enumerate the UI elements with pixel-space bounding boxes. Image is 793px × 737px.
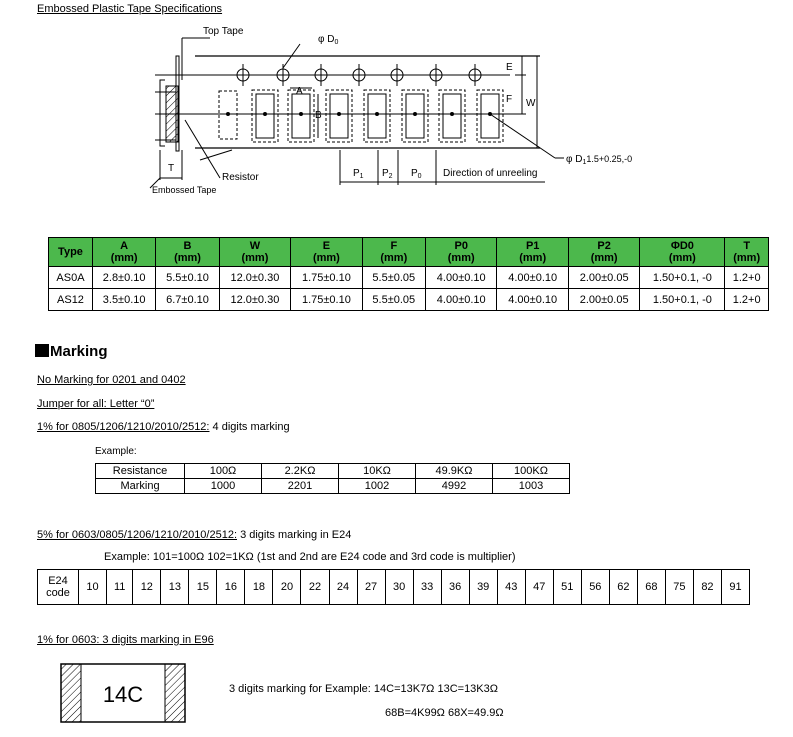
tape-diagram xyxy=(0,0,793,235)
col-p2: P2 (mm) xyxy=(568,238,639,267)
e24-code-cell: 12 xyxy=(133,570,161,605)
five-pct-line: 5% for 0603/0805/1206/1210/2010/2512: 3 digits marking in E24 xyxy=(37,529,352,541)
e24-code-cell: 11 xyxy=(107,570,133,605)
e24-code-cell: 36 xyxy=(441,570,469,605)
spec-row-as0a: AS0A 2.8±0.10 5.5±0.10 12.0±0.30 1.75±0.10 5.5±0.05 4.00±0.10 4.00±0.10 2.00±0.05 1.50+0.1, -0 1.2+0 xyxy=(49,267,769,289)
e96-example-line1: 3 digits marking for Example: 14C=13K7Ω 13C=13K3Ω xyxy=(229,683,498,695)
example-label: Example: xyxy=(95,446,137,457)
heading-square-icon xyxy=(35,344,49,357)
example-row-marking: Marking 1000 2201 1002 4992 1003 xyxy=(96,479,570,494)
label-resistor: Resistor xyxy=(222,172,259,183)
label-top-tape: Top Tape xyxy=(203,26,244,37)
e24-code-cell: 15 xyxy=(189,570,217,605)
col-b: B (mm) xyxy=(156,238,219,267)
e24-code-cell: 39 xyxy=(469,570,497,605)
e24-header: E24 code xyxy=(38,570,79,605)
col-t: T (mm) xyxy=(725,238,769,267)
spec-table xyxy=(48,237,769,311)
marking-heading: Marking xyxy=(35,343,108,360)
col-p0: P0 (mm) xyxy=(425,238,496,267)
e24-code-cell: 47 xyxy=(525,570,553,605)
e24-code-cell: 27 xyxy=(357,570,385,605)
col-type: Type xyxy=(49,238,93,267)
e24-code-cell: 30 xyxy=(385,570,413,605)
label-e: E xyxy=(506,62,513,73)
e24-code-cell: 51 xyxy=(553,570,581,605)
e24-code-cell: 16 xyxy=(217,570,245,605)
spec-row-as12: AS12 3.5±0.10 6.7±0.10 12.0±0.30 1.75±0.10 5.5±0.05 4.00±0.10 4.00±0.10 2.00±0.05 1.50+0.1, -0 1.2+0 xyxy=(49,289,769,311)
label-b: B xyxy=(315,110,322,121)
col-p1: P1 (mm) xyxy=(497,238,568,267)
e24-code-cell: 82 xyxy=(693,570,721,605)
label-a: A xyxy=(296,86,303,97)
e24-code-cell: 33 xyxy=(413,570,441,605)
label-w: W xyxy=(526,98,536,109)
e24-code-cell: 22 xyxy=(301,570,329,605)
e24-code-cell: 24 xyxy=(329,570,357,605)
e24-example: Example: 101=100Ω 102=1KΩ (1st and 2nd are E24 code and 3rd code is multiplier) xyxy=(104,551,516,563)
label-direction: Direction of unreeling xyxy=(443,168,538,179)
e24-code-cell: 56 xyxy=(581,570,609,605)
e24-code-cell: 10 xyxy=(79,570,107,605)
e24-code-cell: 43 xyxy=(497,570,525,605)
side-view xyxy=(155,38,210,151)
label-d0: φ $D_0$ xyxy=(318,34,339,46)
label-d1: φ $D_11.5+0.25,-0$ xyxy=(566,154,633,166)
e24-code-cell: 75 xyxy=(665,570,693,605)
label-p1: $P_1$ xyxy=(353,168,364,180)
label-p2: $P_2$ xyxy=(382,168,393,180)
e24-code-cell: 62 xyxy=(609,570,637,605)
one-pct-0603-line: 1% for 0603: 3 digits marking in E96 xyxy=(37,634,214,646)
e24-row xyxy=(38,570,750,605)
label-t: T xyxy=(168,163,175,174)
example-row-resistance: Resistance 100Ω 2.2KΩ 10KΩ 49.9KΩ 100KΩ xyxy=(96,464,570,479)
col-w: W (mm) xyxy=(219,238,290,267)
pockets xyxy=(219,90,503,142)
label-p0: $P_0$ xyxy=(411,168,422,180)
tape-spec-title: Embossed Plastic Tape Specifications xyxy=(37,3,223,15)
e24-code-cell: 91 xyxy=(721,570,749,605)
e96-example-line2: 68B=4K99Ω 68X=49.9Ω xyxy=(385,707,504,719)
one-pct-line: 1% for 0805/1206/1210/2010/2512: 4 digits marking xyxy=(37,421,290,433)
chip-code-text: 14C xyxy=(102,682,144,707)
label-f: F xyxy=(506,94,513,105)
dimension-lines xyxy=(150,44,564,188)
col-a: A (mm) xyxy=(92,238,155,267)
label-embossed-tape: Embossed Tape xyxy=(152,185,217,195)
no-marking-line: No Marking for 0201 and 0402 xyxy=(37,374,186,386)
e24-code-cell: 13 xyxy=(161,570,189,605)
e24-table xyxy=(37,569,750,605)
spec-header-row xyxy=(49,238,769,267)
col-f: F (mm) xyxy=(362,238,425,267)
e24-code-cell: 20 xyxy=(273,570,301,605)
e24-code-cell: 18 xyxy=(245,570,273,605)
col-d0: ΦD0 (mm) xyxy=(640,238,725,267)
e24-code-cell: 68 xyxy=(637,570,665,605)
example-table xyxy=(95,463,570,494)
chip-illustration xyxy=(60,663,190,725)
jumper-line: Jumper for all: Letter “0” xyxy=(37,398,155,410)
col-e: E (mm) xyxy=(291,238,362,267)
